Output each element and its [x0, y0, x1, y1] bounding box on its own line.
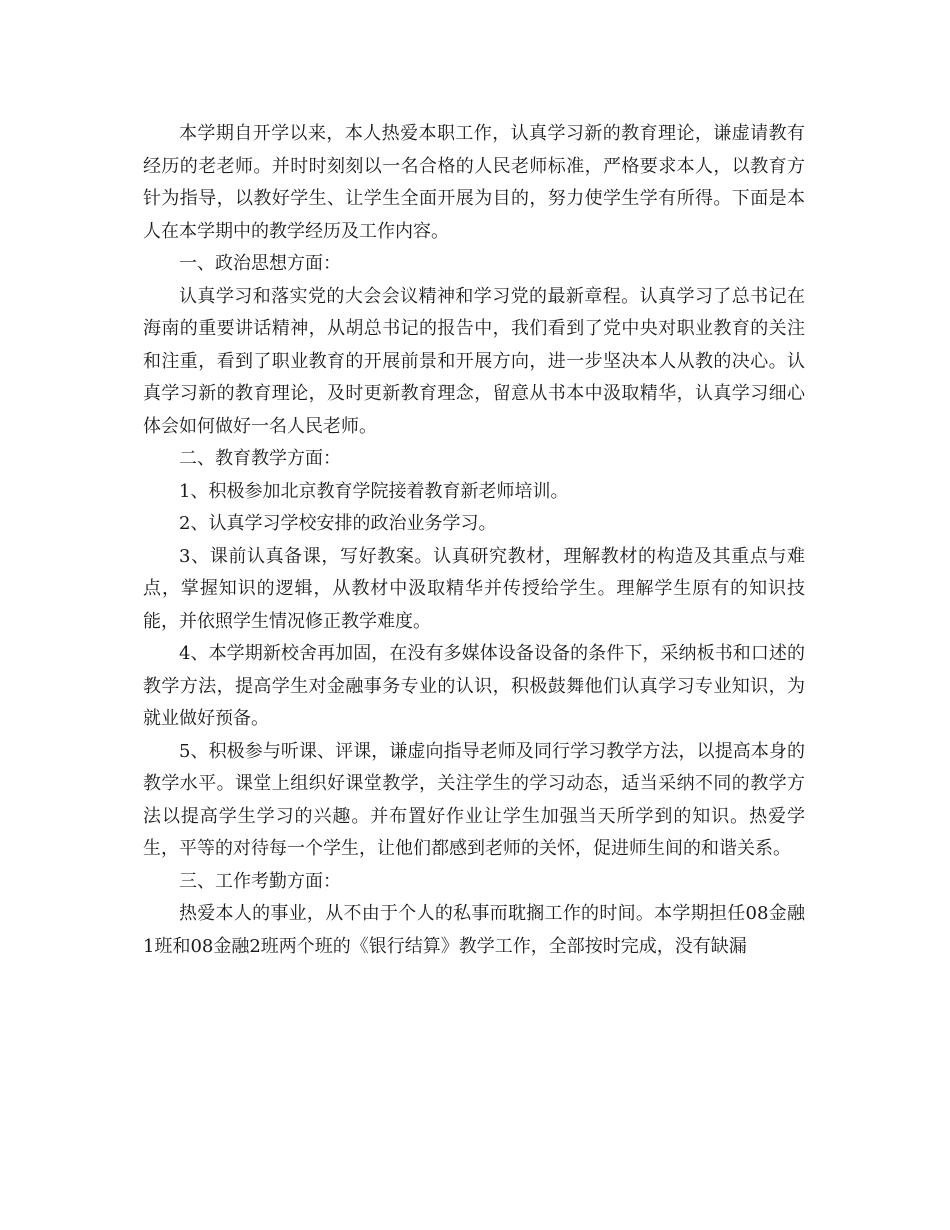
list-item-3: 3、课前认真备课，写好教案。认真研究教材，理解教材的构造及其重点与难点，掌握知识的逻辑，从教材中汲取精华并传授给学生。理解学生原有的知识技能，并依照学生情况修正教学难度。	[143, 545, 805, 632]
document-body	[143, 118, 805, 963]
paragraph-intro: 本学期自开学以来，本人热爱本职工作，认真学习新的教育理论，谦虚请教有经历的老老师。并时时刻刻以一名合格的人民老师标准，严格要求本人，以教育方针为指导，以教好学生、让学生全面开展为目的，努力使学生学有所得。下面是本人在本学期中的教学经历及工作内容。	[143, 123, 805, 242]
list-item-4: 4、本学期新校舍再加固，在没有多媒体设备设备的条件下，采纳板书和口述的教学方法，提高学生对金融事务专业的认识，积极鼓舞他们认真学习专业知识，为就业做好预备。	[143, 643, 805, 729]
section-heading-attendance: 三、工作考勤方面：	[179, 870, 341, 892]
list-item-5: 5、积极参与听课、评课，谦虚向指导老师及同行学习教学方法，以提高本身的教学水平。课堂上组织好课堂教学，关注学生的学习动态，适当采纳不同的教学方法以提高学生学习的兴趣。并布置好作业让学生加强当天所学到的知识。热爱学生，平等的对待每一个学生，让他们都感到老师的关怀，促进师生间的和谐关系。	[143, 740, 805, 859]
section-heading-teaching: 二、教育教学方面：	[179, 448, 341, 469]
list-item-2: 2、认真学习学校安排的政治业务学习。	[179, 513, 497, 534]
list-item-1: 1、积极参加北京教育学院接着教育新老师培训。	[179, 480, 569, 502]
section-heading-political: 一、政治思想方面：	[179, 253, 341, 274]
paragraph-political: 认真学习和落实党的大会会议精神和学习党的最新章程。认真学习了总书记在海南的重要讲话精神，从胡总书记的报告中，我们看到了党中央对职业教育的关注和注重，看到了职业教育的开展前景和开展方向，进一步坚决本人从教的决心。认真学习新的教育理论，及时更新教育理念，留意从书本中汲取精华，认真学习细心体会如何做好一名人民老师。	[143, 285, 805, 437]
paragraph-attendance: 热爱本人的事业，从不由于个人的私事而耽搁工作的时间。本学期担任08金融1班和08金融2班两个班的《银行结算》教学工作，全部按时完成，没有缺漏	[143, 903, 805, 957]
